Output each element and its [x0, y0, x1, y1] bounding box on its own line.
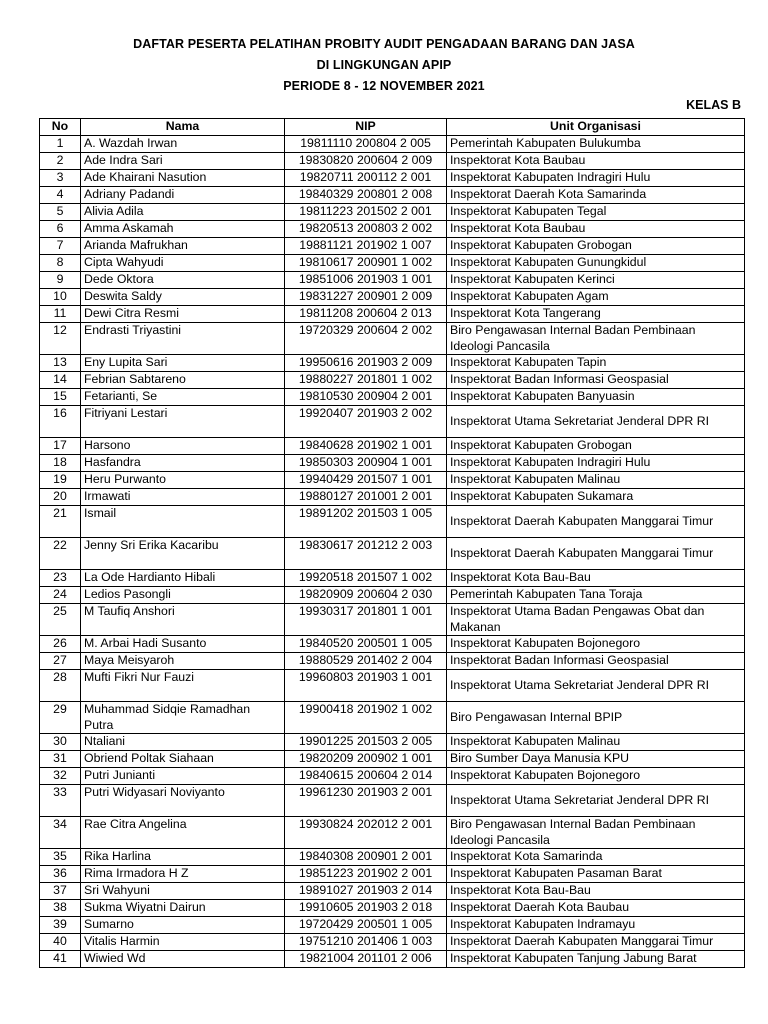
cell-no: 4	[40, 187, 81, 204]
cell-no: 31	[40, 751, 81, 768]
cell-nip: 19851006 201903 1 001	[285, 272, 447, 289]
cell-no: 7	[40, 238, 81, 255]
cell-unit: Inspektorat Kota Baubau	[447, 221, 745, 238]
cell-nama: Irmawati	[81, 489, 285, 506]
table-row	[40, 489, 745, 506]
table-row	[40, 323, 745, 355]
cell-no: 17	[40, 438, 81, 455]
cell-unit: Inspektorat Kabupaten Bojonegoro	[447, 768, 745, 785]
cell-nama: Ade Khairani Nasution	[81, 170, 285, 187]
cell-no: 20	[40, 489, 81, 506]
cell-unit: Biro Pengawasan Internal Badan Pembinaan Ideologi Pancasila	[447, 323, 745, 355]
cell-no: 40	[40, 934, 81, 951]
table-row	[40, 170, 745, 187]
cell-nama: Endrasti Triyastini	[81, 323, 285, 355]
cell-nama: Obriend Poltak Siahaan	[81, 751, 285, 768]
cell-nip: 19811223 201502 2 001	[285, 204, 447, 221]
cell-no: 1	[40, 136, 81, 153]
table-row	[40, 538, 745, 570]
cell-nama: Eny Lupita Sari	[81, 355, 285, 372]
cell-no: 14	[40, 372, 81, 389]
cell-nip: 19820513 200803 2 002	[285, 221, 447, 238]
cell-nama: Deswita Saldy	[81, 289, 285, 306]
table-row	[40, 817, 745, 849]
cell-unit: Inspektorat Kota Samarinda	[447, 849, 745, 866]
cell-unit: Inspektorat Daerah Kabupaten Manggarai Timur	[447, 506, 745, 538]
cell-nama: Fetarianti, Se	[81, 389, 285, 406]
cell-nip: 19920407 201903 2 002	[285, 406, 447, 438]
cell-nama: Hasfandra	[81, 455, 285, 472]
table-row	[40, 187, 745, 204]
cell-nip: 19820711 200112 2 001	[285, 170, 447, 187]
cell-no: 5	[40, 204, 81, 221]
table-row	[40, 866, 745, 883]
table-row	[40, 204, 745, 221]
cell-no: 30	[40, 734, 81, 751]
cell-nip: 19831227 200901 2 009	[285, 289, 447, 306]
cell-nip: 19881121 201902 1 007	[285, 238, 447, 255]
document-subtitle: DI LINGKUNGAN APIP	[316, 58, 452, 72]
cell-no: 32	[40, 768, 81, 785]
cell-nip: 19840520 200501 1 005	[285, 636, 447, 653]
cell-nip: 19930317 201801 1 001	[285, 604, 447, 636]
column-header-unit: Unit Organisasi	[447, 119, 745, 136]
cell-nip: 19950616 201903 2 009	[285, 355, 447, 372]
cell-nama: Ntaliani	[81, 734, 285, 751]
cell-nip: 19891202 201503 1 005	[285, 506, 447, 538]
cell-nama: Ledios Pasongli	[81, 587, 285, 604]
cell-nama: Sumarno	[81, 917, 285, 934]
cell-unit: Inspektorat Kabupaten Tegal	[447, 204, 745, 221]
cell-no: 3	[40, 170, 81, 187]
cell-unit: Inspektorat Kabupaten Indragiri Hulu	[447, 170, 745, 187]
cell-unit: Biro Sumber Daya Manusia KPU	[447, 751, 745, 768]
cell-no: 6	[40, 221, 81, 238]
cell-nama: Muhammad Sidqie Ramadhan Putra	[81, 702, 285, 734]
cell-nama: Rima Irmadora H Z	[81, 866, 285, 883]
cell-unit: Inspektorat Kota Bau-Bau	[447, 570, 745, 587]
cell-nama: Dewi Citra Resmi	[81, 306, 285, 323]
cell-no: 22	[40, 538, 81, 570]
column-header-no: No	[40, 119, 81, 136]
cell-nip: 19840329 200801 2 008	[285, 187, 447, 204]
table-row	[40, 768, 745, 785]
table-row	[40, 506, 745, 538]
table-row	[40, 734, 745, 751]
cell-unit: Inspektorat Utama Sekretariat Jenderal DPR RI	[447, 670, 745, 702]
cell-unit: Inspektorat Kota Tangerang	[447, 306, 745, 323]
cell-unit: Inspektorat Kabupaten Indragiri Hulu	[447, 455, 745, 472]
cell-nama: Harsono	[81, 438, 285, 455]
cell-nama: Sukma Wiyatni Dairun	[81, 900, 285, 917]
cell-unit: Inspektorat Kabupaten Malinau	[447, 734, 745, 751]
cell-nip: 19851223 201902 2 001	[285, 866, 447, 883]
cell-nip: 19880529 201402 2 004	[285, 653, 447, 670]
cell-no: 9	[40, 272, 81, 289]
cell-no: 38	[40, 900, 81, 917]
cell-nama: Adriany Padandi	[81, 187, 285, 204]
table-row	[40, 751, 745, 768]
table-row	[40, 238, 745, 255]
cell-nama: Cipta Wahyudi	[81, 255, 285, 272]
table-row	[40, 455, 745, 472]
cell-no: 13	[40, 355, 81, 372]
cell-nip: 19840308 200901 2 001	[285, 849, 447, 866]
cell-nip: 19900418 201902 1 002	[285, 702, 447, 734]
cell-nip: 19891027 201903 2 014	[285, 883, 447, 900]
cell-unit: Pemerintah Kabupaten Tana Toraja	[447, 587, 745, 604]
table-row	[40, 883, 745, 900]
cell-nip: 19810617 200901 1 002	[285, 255, 447, 272]
table-row	[40, 289, 745, 306]
cell-unit: Inspektorat Badan Informasi Geospasial	[447, 653, 745, 670]
cell-nama: Amma Askamah	[81, 221, 285, 238]
cell-unit: Inspektorat Kabupaten Kerinci	[447, 272, 745, 289]
cell-nip: 19850303 200904 1 001	[285, 455, 447, 472]
table-row	[40, 604, 745, 636]
table-row	[40, 389, 745, 406]
cell-nama: Ade Indra Sari	[81, 153, 285, 170]
cell-nip: 19840615 200604 2 014	[285, 768, 447, 785]
cell-unit: Inspektorat Daerah Kota Baubau	[447, 900, 745, 917]
table-row	[40, 472, 745, 489]
cell-nama: Putri Junianti	[81, 768, 285, 785]
cell-unit: Inspektorat Utama Sekretariat Jenderal DPR RI	[447, 406, 745, 438]
cell-no: 34	[40, 817, 81, 849]
cell-nip: 19830617 201212 2 003	[285, 538, 447, 570]
cell-unit: Pemerintah Kabupaten Bulukumba	[447, 136, 745, 153]
cell-no: 26	[40, 636, 81, 653]
cell-nama: Vitalis Harmin	[81, 934, 285, 951]
cell-unit: Inspektorat Kabupaten Tanjung Jabung Barat	[447, 951, 745, 968]
cell-unit: Biro Pengawasan Internal Badan Pembinaan Ideologi Pancasila	[447, 817, 745, 849]
cell-nama: Wiwied Wd	[81, 951, 285, 968]
cell-nama: Alivia Adila	[81, 204, 285, 221]
cell-no: 11	[40, 306, 81, 323]
cell-nip: 19820909 200604 2 030	[285, 587, 447, 604]
cell-no: 18	[40, 455, 81, 472]
table-row	[40, 636, 745, 653]
cell-nip: 19901225 201503 2 005	[285, 734, 447, 751]
table-row	[40, 917, 745, 934]
cell-unit: Inspektorat Kabupaten Pasaman Barat	[447, 866, 745, 883]
cell-no: 10	[40, 289, 81, 306]
cell-no: 24	[40, 587, 81, 604]
cell-nama: Heru Purwanto	[81, 472, 285, 489]
cell-nip: 19920518 201507 1 002	[285, 570, 447, 587]
cell-nip: 19961230 201903 2 001	[285, 785, 447, 817]
document-title: DAFTAR PESERTA PELATIHAN PROBITY AUDIT PENGADAAN BARANG DAN JASA	[133, 37, 635, 51]
table-row	[40, 136, 745, 153]
cell-no: 2	[40, 153, 81, 170]
cell-nip: 19751210 201406 1 003	[285, 934, 447, 951]
cell-no: 15	[40, 389, 81, 406]
cell-nama: Jenny Sri Erika Kacaribu	[81, 538, 285, 570]
cell-nama: Rika Harlina	[81, 849, 285, 866]
cell-nama: Dede Oktora	[81, 272, 285, 289]
cell-nip: 19880127 201001 2 001	[285, 489, 447, 506]
cell-nama: Fitriyani Lestari	[81, 406, 285, 438]
cell-nip: 19811208 200604 2 013	[285, 306, 447, 323]
cell-nama: Sri Wahyuni	[81, 883, 285, 900]
cell-nama: Rae Citra Angelina	[81, 817, 285, 849]
cell-no: 12	[40, 323, 81, 355]
cell-unit: Inspektorat Kabupaten Agam	[447, 289, 745, 306]
table-row	[40, 785, 745, 817]
cell-unit: Inspektorat Kota Baubau	[447, 153, 745, 170]
cell-nama: Arianda Mafrukhan	[81, 238, 285, 255]
cell-nip: 19810530 200904 2 001	[285, 389, 447, 406]
table-row	[40, 255, 745, 272]
cell-unit: Inspektorat Kabupaten Malinau	[447, 472, 745, 489]
cell-nama: Maya Meisyaroh	[81, 653, 285, 670]
table-row	[40, 934, 745, 951]
table-row	[40, 570, 745, 587]
column-header-nip: NIP	[285, 119, 447, 136]
table-row	[40, 221, 745, 238]
table-row	[40, 372, 745, 389]
cell-unit: Biro Pengawasan Internal BPIP	[447, 702, 745, 734]
cell-nama: Ismail	[81, 506, 285, 538]
cell-unit: Inspektorat Kabupaten Bojonegoro	[447, 636, 745, 653]
cell-unit: Inspektorat Utama Badan Pengawas Obat dan Makanan	[447, 604, 745, 636]
class-label: KELAS B	[686, 98, 741, 112]
cell-nama: La Ode Hardianto Hibali	[81, 570, 285, 587]
table-row	[40, 355, 745, 372]
cell-no: 37	[40, 883, 81, 900]
column-header-nama: Nama	[81, 119, 285, 136]
cell-unit: Inspektorat Kabupaten Grobogan	[447, 438, 745, 455]
cell-nip: 19940429 201507 1 001	[285, 472, 447, 489]
table-body	[40, 136, 745, 968]
cell-nip: 19811110 200804 2 005	[285, 136, 447, 153]
table-row	[40, 272, 745, 289]
cell-no: 35	[40, 849, 81, 866]
cell-unit: Inspektorat Utama Sekretariat Jenderal DPR RI	[447, 785, 745, 817]
table-row	[40, 438, 745, 455]
cell-no: 36	[40, 866, 81, 883]
table-header-row	[40, 119, 745, 136]
cell-nama: Mufti Fikri Nur Fauzi	[81, 670, 285, 702]
cell-unit: Inspektorat Kabupaten Grobogan	[447, 238, 745, 255]
table-row	[40, 406, 745, 438]
cell-no: 19	[40, 472, 81, 489]
participant-table	[39, 118, 745, 968]
cell-no: 25	[40, 604, 81, 636]
cell-nip: 19820209 200902 1 001	[285, 751, 447, 768]
table-row	[40, 670, 745, 702]
table-row	[40, 951, 745, 968]
cell-nip: 19821004 201101 2 006	[285, 951, 447, 968]
table-row	[40, 702, 745, 734]
cell-no: 33	[40, 785, 81, 817]
cell-no: 23	[40, 570, 81, 587]
cell-unit: Inspektorat Badan Informasi Geospasial	[447, 372, 745, 389]
cell-unit: Inspektorat Kabupaten Sukamara	[447, 489, 745, 506]
cell-unit: Inspektorat Kabupaten Indramayu	[447, 917, 745, 934]
cell-nama: M. Arbai Hadi Susanto	[81, 636, 285, 653]
cell-nama: A. Wazdah Irwan	[81, 136, 285, 153]
cell-nip: 19830820 200604 2 009	[285, 153, 447, 170]
cell-nama: Putri Widyasari Noviyanto	[81, 785, 285, 817]
cell-nama: M Taufiq Anshori	[81, 604, 285, 636]
cell-nip: 19930824 202012 2 001	[285, 817, 447, 849]
cell-no: 27	[40, 653, 81, 670]
cell-nama: Febrian Sabtareno	[81, 372, 285, 389]
table-row	[40, 900, 745, 917]
document-period: PERIODE 8 - 12 NOVEMBER 2021	[283, 79, 485, 93]
cell-no: 8	[40, 255, 81, 272]
table-row	[40, 587, 745, 604]
table-row	[40, 849, 745, 866]
cell-unit: Inspektorat Kabupaten Gunungkidul	[447, 255, 745, 272]
cell-unit: Inspektorat Daerah Kabupaten Manggarai Timur	[447, 538, 745, 570]
table-row	[40, 306, 745, 323]
cell-unit: Inspektorat Daerah Kota Samarinda	[447, 187, 745, 204]
cell-nip: 19960803 201903 1 001	[285, 670, 447, 702]
cell-unit: Inspektorat Kabupaten Tapin	[447, 355, 745, 372]
cell-nip: 19720429 200501 1 005	[285, 917, 447, 934]
cell-no: 29	[40, 702, 81, 734]
table-row	[40, 653, 745, 670]
cell-nip: 19880227 201801 1 002	[285, 372, 447, 389]
cell-unit: Inspektorat Kabupaten Banyuasin	[447, 389, 745, 406]
cell-no: 39	[40, 917, 81, 934]
cell-no: 21	[40, 506, 81, 538]
cell-unit: Inspektorat Daerah Kabupaten Manggarai Timur	[447, 934, 745, 951]
cell-no: 28	[40, 670, 81, 702]
cell-nip: 19840628 201902 1 001	[285, 438, 447, 455]
cell-nip: 19910605 201903 2 018	[285, 900, 447, 917]
table-row	[40, 153, 745, 170]
cell-unit: Inspektorat Kota Bau-Bau	[447, 883, 745, 900]
cell-no: 16	[40, 406, 81, 438]
cell-nip: 19720329 200604 2 002	[285, 323, 447, 355]
cell-no: 41	[40, 951, 81, 968]
